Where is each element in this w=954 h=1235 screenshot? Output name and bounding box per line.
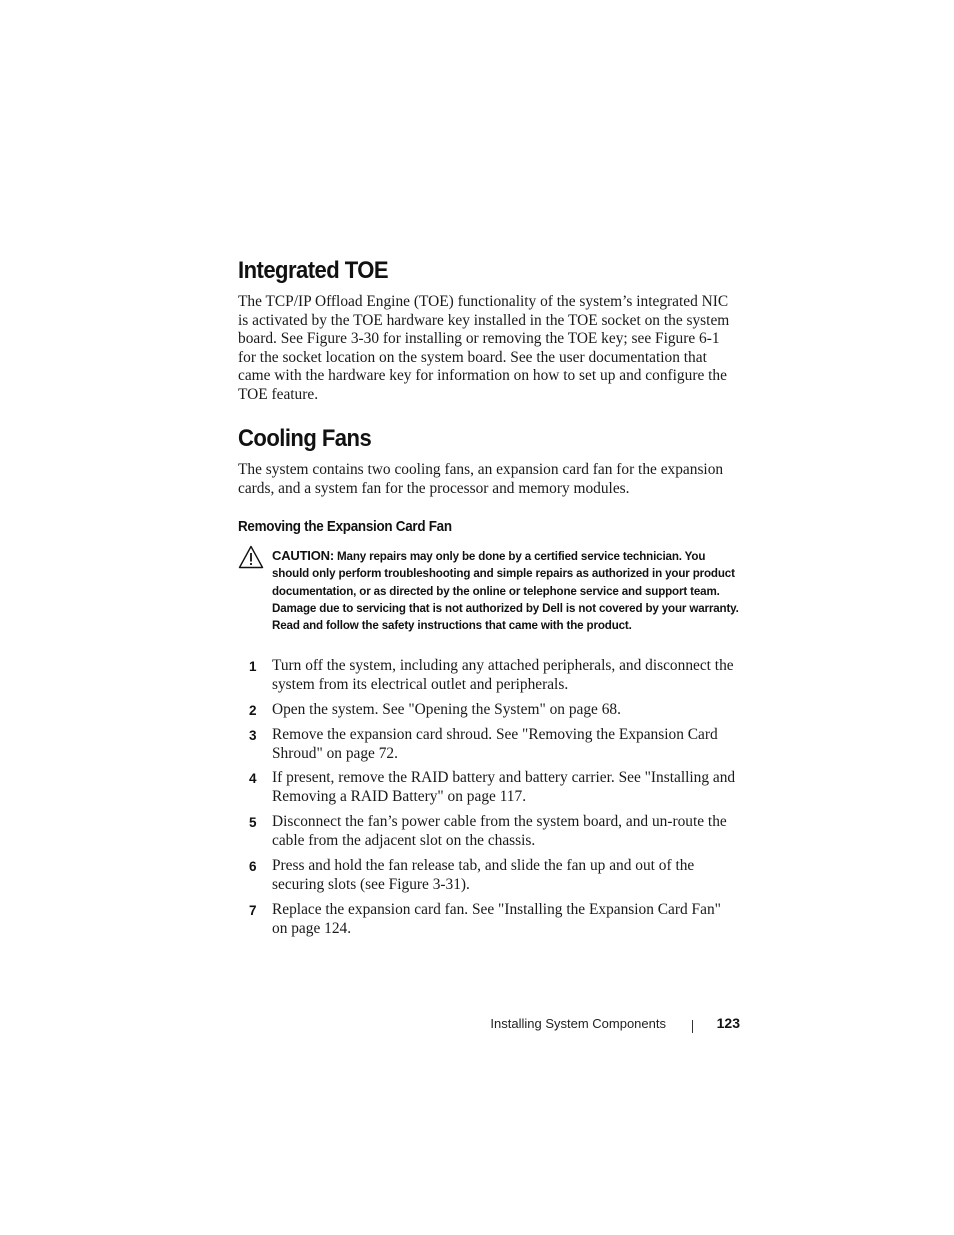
step-item xyxy=(238,725,738,763)
step-item xyxy=(238,856,738,894)
heading-cooling-fans: Cooling Fans xyxy=(238,425,372,452)
step-number: 6 xyxy=(249,858,257,874)
step-item xyxy=(238,656,738,694)
page-footer xyxy=(440,1014,740,1036)
step-text: Disconnect the fan’s power cable from the system board, and un-route the cable from the adjacent slot on the chassis. xyxy=(272,813,727,850)
cooling-fans-paragraph: The system contains two cooling fans, an expansion card fan for the expansion cards, and a system fan for the processor and memory modules. xyxy=(238,461,724,497)
step-number: 1 xyxy=(249,659,257,674)
step-item xyxy=(238,768,738,806)
step-item xyxy=(238,812,738,850)
page-number: 123 xyxy=(716,1015,740,1031)
heading-removing-expansion-card-fan: Removing the Expansion Card Fan xyxy=(238,519,452,535)
step-item xyxy=(238,900,738,938)
caution-text xyxy=(272,547,740,634)
step-number: 4 xyxy=(249,771,257,787)
footer-divider xyxy=(692,1020,693,1033)
caution-label: CAUTION: xyxy=(272,548,334,563)
step-text: Press and hold the fan release tab, and slide the fan up and out of the securing slots (see Figure 3-31). xyxy=(272,856,695,893)
step-text: Replace the expansion card fan. See "Installing the Expansion Card Fan" on page 124. xyxy=(272,900,721,937)
step-text: If present, remove the RAID battery and battery carrier. See "Installing and Removing a RAID Battery" on page 117. xyxy=(272,769,736,806)
removal-steps-list xyxy=(238,656,738,944)
step-text: Remove the expansion card shroud. See "Removing the Expansion Card Shroud" on page 72. xyxy=(272,725,718,762)
heading-integrated-toe: Integrated TOE xyxy=(238,257,389,284)
caution-body: Many repairs may only be done by a certified service technician. You should only perform troubleshooting and simple repairs as authorized in your product documentation, or as directed by the online or telephone service and support team. Damage due to servicing that is not authorized by Dell is not covered by your warranty. Read and follow the safety instructions that came with the product. xyxy=(272,550,739,633)
step-text: Open the system. See "Opening the System" on page 68. xyxy=(272,700,621,718)
step-item xyxy=(238,700,738,719)
step-number: 2 xyxy=(249,702,257,718)
step-text: Turn off the system, including any attached peripherals, and disconnect the system from its electrical outlet and peripherals. xyxy=(272,657,734,693)
toe-paragraph: The TCP/IP Offload Engine (TOE) functionality of the system’s integrated NIC is activated by the TOE hardware key installed in the TOE socket on the system board. See Figure 3-30 for installing or removing the TOE key; see Figure 6-1 for the socket location on the system board. See the user documentation that came with the hardware key for information on how to set up and configure the TOE feature. xyxy=(238,293,730,403)
step-number: 3 xyxy=(249,727,257,743)
caution-triangle-icon xyxy=(238,545,264,569)
step-number: 5 xyxy=(249,815,257,831)
step-number: 7 xyxy=(249,902,257,918)
footer-section-title: Installing System Components xyxy=(490,1016,666,1031)
